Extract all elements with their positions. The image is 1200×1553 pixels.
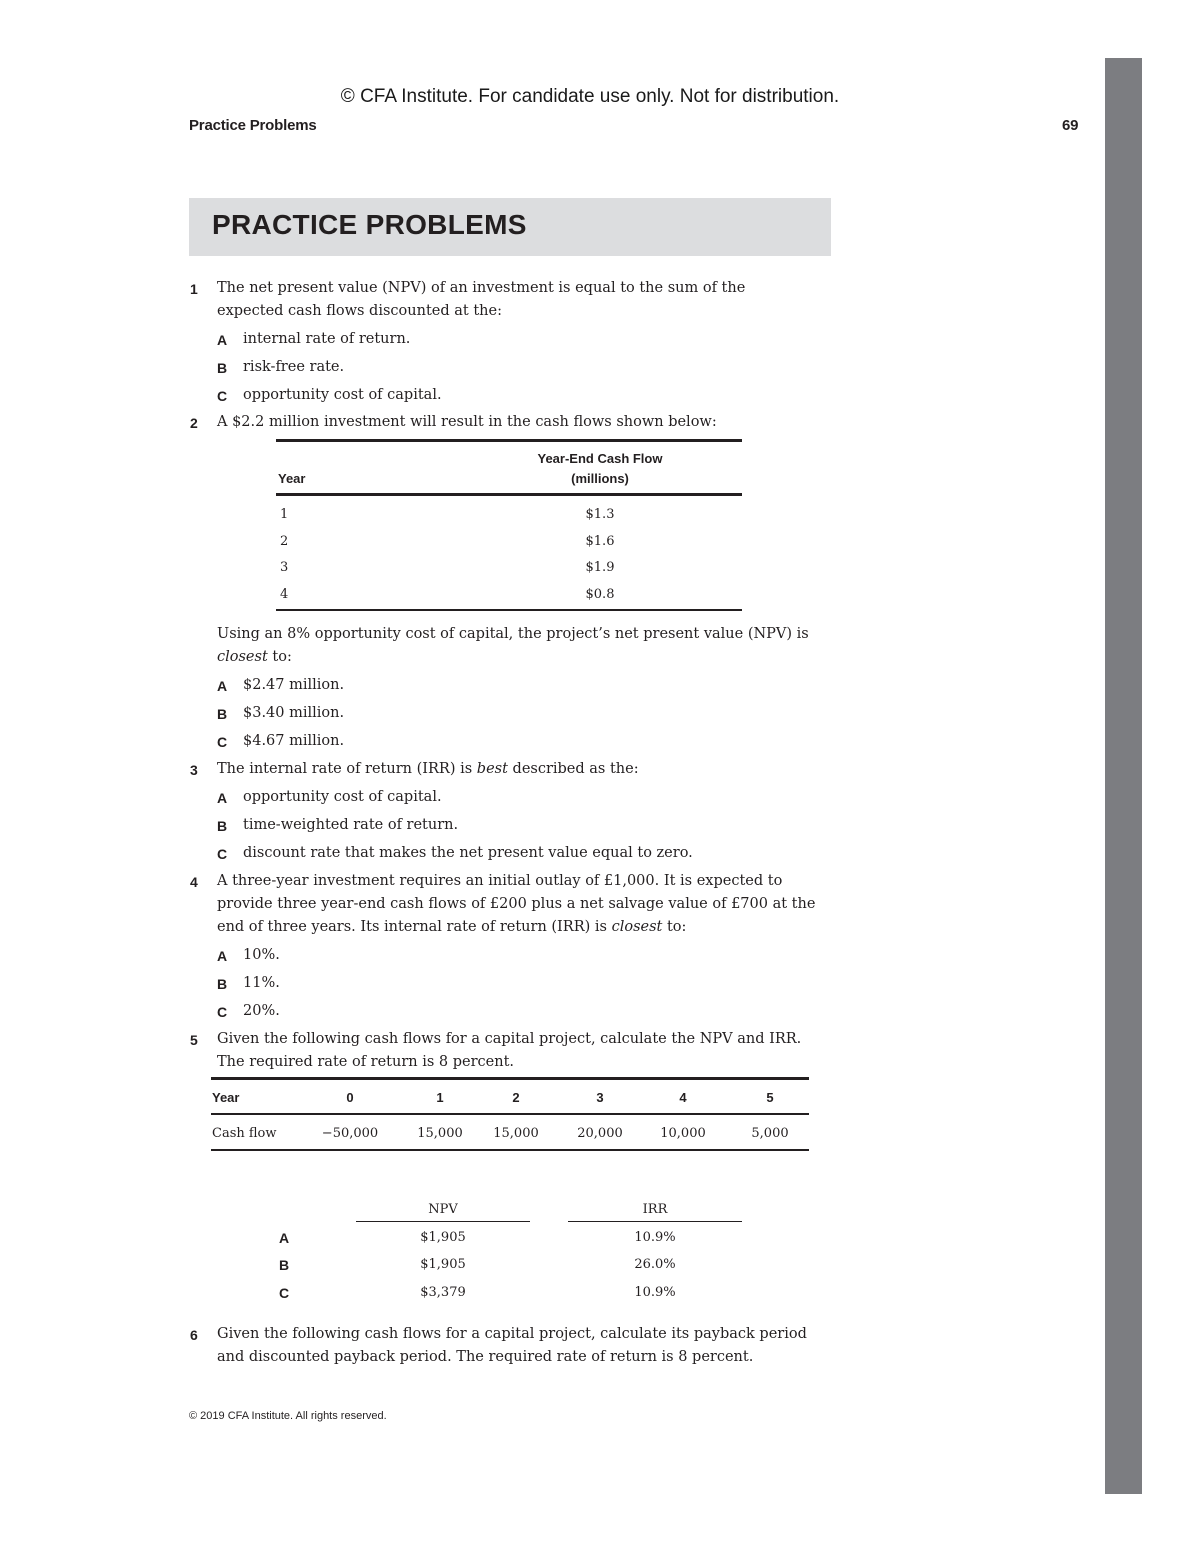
table-cell-year: 4 bbox=[280, 587, 289, 602]
question-text-line: Given the following cash flows for a capital project, calculate its payback period bbox=[217, 1326, 807, 1342]
option-text: 10%. bbox=[243, 947, 280, 963]
option-letter: A bbox=[217, 332, 228, 348]
question-text-line: end of three years. Its internal rate of return (IRR) is closest to: bbox=[217, 919, 687, 935]
question-text-line: The net present value (NPV) of an investment is equal to the sum of the bbox=[217, 280, 746, 296]
question-text-line: A three-year investment requires an initial outlay of £1,000. It is expected to bbox=[217, 873, 783, 889]
option-letter: B bbox=[217, 976, 228, 992]
answer-header-irr: IRR bbox=[642, 1202, 668, 1217]
option-letter: C bbox=[217, 734, 228, 750]
option-text: $4.67 million. bbox=[243, 733, 345, 749]
question-text-line: A $2.2 million investment will result in the cash flows shown below: bbox=[217, 414, 717, 430]
cash-flow-value: 20,000 bbox=[577, 1126, 623, 1141]
option-text: 11%. bbox=[243, 975, 280, 991]
answer-irr: 26.0% bbox=[634, 1257, 676, 1272]
emphasis-text: closest bbox=[611, 919, 663, 935]
table-cell-year: 3 bbox=[280, 560, 289, 575]
table-top-rule bbox=[276, 439, 742, 442]
column-header: (millions) bbox=[571, 471, 629, 486]
emphasis-text: closest bbox=[217, 649, 268, 665]
option-text: $3.40 million. bbox=[243, 705, 345, 721]
cash-flow-table-header-rule bbox=[211, 1113, 809, 1115]
cash-flow-value: 15,000 bbox=[493, 1126, 539, 1141]
table-cell-flow: $1.9 bbox=[585, 560, 615, 575]
section-title: PRACTICE PROBLEMS bbox=[212, 209, 527, 240]
option-text: $2.47 million. bbox=[243, 677, 345, 693]
option-letter: B bbox=[279, 1257, 290, 1273]
table-cell-flow: $1.3 bbox=[585, 507, 615, 522]
answer-irr: 10.9% bbox=[634, 1285, 676, 1300]
cash-flow-table-top-rule bbox=[211, 1077, 809, 1080]
question-text-line: expected cash flows discounted at the: bbox=[217, 303, 502, 319]
question-number: 4 bbox=[190, 874, 198, 890]
table-cell-year: 1 bbox=[280, 507, 289, 522]
option-letter: C bbox=[217, 846, 228, 862]
emphasis-text: best bbox=[476, 761, 508, 777]
column-header: Year bbox=[278, 471, 306, 486]
table-header-rule bbox=[276, 493, 742, 496]
section-banner bbox=[189, 198, 831, 256]
question-text-line: and discounted payback period. The required rate of return is 8 percent. bbox=[217, 1349, 754, 1365]
option-letter: C bbox=[217, 1004, 228, 1020]
option-letter: C bbox=[279, 1285, 290, 1301]
option-letter: B bbox=[217, 818, 228, 834]
npv-header-rule bbox=[356, 1221, 530, 1222]
table-cell-flow: $0.8 bbox=[585, 587, 615, 602]
question-number: 3 bbox=[190, 762, 198, 778]
year-header: 4 bbox=[679, 1090, 687, 1105]
answer-npv: $3,379 bbox=[420, 1285, 466, 1300]
question-text-line: Given the following cash flows for a capital project, calculate the NPV and IRR. bbox=[217, 1031, 802, 1047]
answer-header-npv: NPV bbox=[428, 1202, 458, 1217]
option-letter: A bbox=[217, 948, 228, 964]
irr-header-rule bbox=[568, 1221, 742, 1222]
question-text-line: The internal rate of return (IRR) is best described as the: bbox=[217, 761, 639, 777]
question-number: 2 bbox=[190, 415, 198, 431]
year-header: 5 bbox=[766, 1090, 774, 1105]
question-text-line: The required rate of return is 8 percent. bbox=[217, 1054, 515, 1070]
column-header: Year-End Cash Flow bbox=[537, 451, 663, 466]
option-letter: B bbox=[217, 706, 228, 722]
question-number: 5 bbox=[190, 1032, 198, 1048]
page-edge-tab bbox=[1105, 58, 1142, 1494]
answer-irr: 10.9% bbox=[634, 1230, 676, 1245]
question-text-line: Using an 8% opportunity cost of capital, the project’s net present value (NPV) is bbox=[217, 626, 809, 642]
year-header: 2 bbox=[512, 1090, 520, 1105]
question-text-line: provide three year-end cash flows of £200 plus a net salvage value of £700 at the bbox=[217, 896, 816, 912]
answer-npv: $1,905 bbox=[420, 1230, 466, 1245]
question-number: 6 bbox=[190, 1327, 198, 1343]
page-number: 69 bbox=[1062, 117, 1079, 134]
option-letter: C bbox=[217, 388, 228, 404]
table-bottom-rule bbox=[276, 609, 742, 611]
running-head-title: Practice Problems bbox=[189, 117, 317, 134]
row-label-cash-flow: Cash flow bbox=[212, 1126, 277, 1141]
option-text: time-weighted rate of return. bbox=[243, 817, 459, 833]
year-header: 0 bbox=[346, 1090, 354, 1105]
option-letter: B bbox=[217, 360, 228, 376]
row-label-year: Year bbox=[212, 1090, 240, 1105]
option-letter: A bbox=[217, 790, 228, 806]
cash-flow-value: 15,000 bbox=[417, 1126, 463, 1141]
option-text: internal rate of return. bbox=[243, 331, 411, 347]
question-number: 1 bbox=[190, 281, 198, 297]
table-cell-year: 2 bbox=[280, 534, 289, 549]
cash-flow-table-bottom-rule bbox=[211, 1149, 809, 1151]
watermark-notice: © CFA Institute. For candidate use only. Not for distribution. bbox=[340, 86, 840, 107]
cash-flow-value: 10,000 bbox=[660, 1126, 706, 1141]
option-text: discount rate that makes the net present value equal to zero. bbox=[243, 845, 693, 861]
option-text: opportunity cost of capital. bbox=[243, 387, 442, 403]
answer-npv: $1,905 bbox=[420, 1257, 466, 1272]
cash-flow-value: 5,000 bbox=[751, 1126, 789, 1141]
option-letter: A bbox=[217, 678, 228, 694]
table-cell-flow: $1.6 bbox=[585, 534, 615, 549]
cash-flow-value: −50,000 bbox=[321, 1126, 379, 1141]
option-text: risk-free rate. bbox=[243, 359, 345, 375]
option-text: 20%. bbox=[243, 1003, 280, 1019]
copyright-footer: © 2019 CFA Institute. All rights reserved. bbox=[189, 1410, 387, 1422]
option-letter: A bbox=[279, 1230, 290, 1246]
option-text: opportunity cost of capital. bbox=[243, 789, 442, 805]
year-header: 1 bbox=[436, 1090, 444, 1105]
year-header: 3 bbox=[596, 1090, 604, 1105]
question-text-line: closest to: bbox=[217, 649, 292, 665]
